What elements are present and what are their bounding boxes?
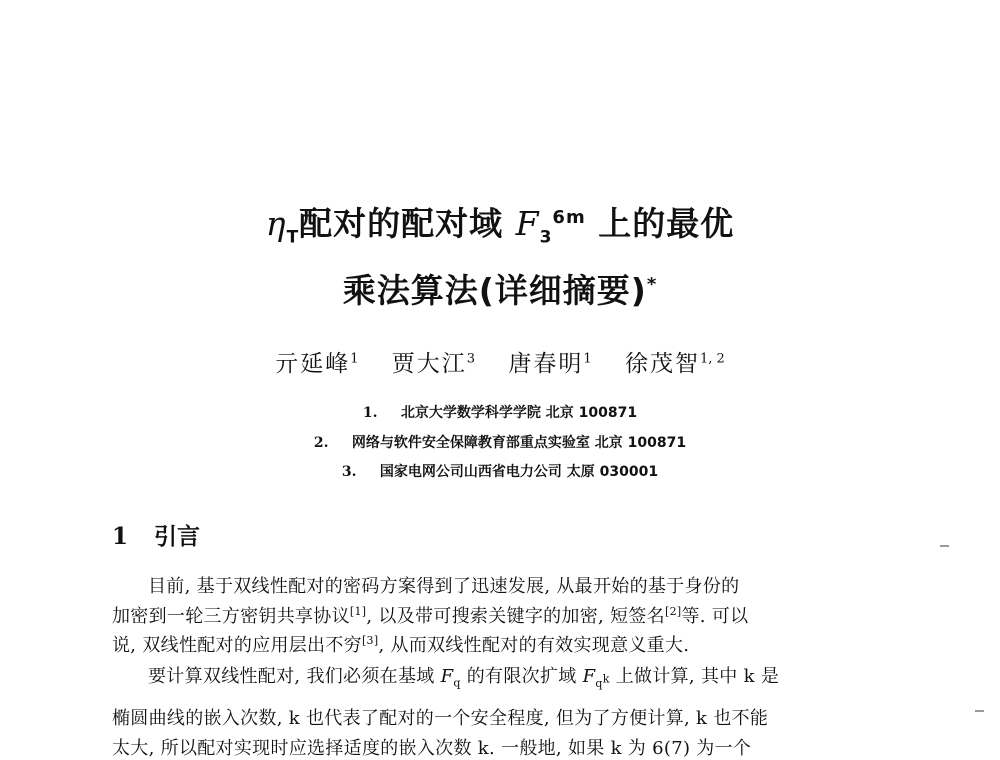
math-field: F	[440, 666, 454, 687]
affiliation-2: 2. 网络与软件安全保障教育部重点实验室 北京 100871	[313, 435, 687, 451]
affiliation-3: 3. 国家电网公司山西省电力公司 太原 030001	[341, 464, 659, 480]
title-text-2: 乘法算法(详细摘要)	[342, 271, 647, 310]
body-line: 椭圆曲线的嵌入次数, k 也代表了配对的一个安全程度, 但为了方便计算, k 也不能	[112, 708, 769, 729]
author: 贾大江$^3$	[391, 351, 476, 377]
eta-symbol: η	[265, 204, 287, 243]
paper-title-line-2	[0, 265, 1000, 312]
section-heading	[112, 518, 200, 551]
citation: [3]	[361, 634, 379, 647]
author: 亓延峰$^1$	[275, 351, 359, 377]
title-footnote-star: *	[646, 274, 658, 295]
body-line: 要计算双线性配对, 我们必须在基域 $F_q$ 的有限次扩域 $F_{q^k}$ 上做计算, 其中 k 是	[148, 666, 780, 690]
section-number: 1	[112, 523, 129, 550]
field-symbol: F	[515, 204, 540, 243]
scan-mark	[940, 545, 949, 547]
body-line: 说, 双线性配对的应用层出不穷[3], 从而双线性配对的有效实现意义重大.	[112, 634, 690, 656]
field-superscript: 6m	[552, 207, 586, 228]
body-line: 加密到一轮三方密钥共享协议[1], 以及带可搜索关键字的加密, 短签名[2]等. 可以	[112, 605, 749, 627]
body-line: 太大, 所以配对实现时应选择适度的嵌入次数 k. 一般地, 如果 k 为 6(7) 为一个	[112, 738, 752, 759]
citation: [2]	[664, 605, 682, 618]
affiliation-1: 1. 北京大学数学科学学院 北京 100871	[362, 405, 638, 421]
eta-subscript: T	[286, 227, 300, 248]
author: 徐茂智$^{1, 2}$	[624, 351, 725, 377]
paper-title-line-1	[0, 198, 1000, 248]
section-title: 引言	[154, 523, 200, 550]
field-subscript: 3	[539, 227, 553, 248]
author-list	[0, 345, 1000, 378]
math-field: F	[582, 666, 596, 687]
scan-mark	[975, 710, 984, 712]
title-text-1: 配对的配对域	[299, 204, 504, 243]
author: 唐春明$^1$	[508, 351, 592, 377]
body-line: 目前, 基于双线性配对的密码方案得到了迅速发展, 从最开始的基于身份的	[148, 576, 740, 597]
citation: [1]	[349, 605, 367, 618]
title-text-1-tail: 上的最优	[598, 204, 735, 243]
